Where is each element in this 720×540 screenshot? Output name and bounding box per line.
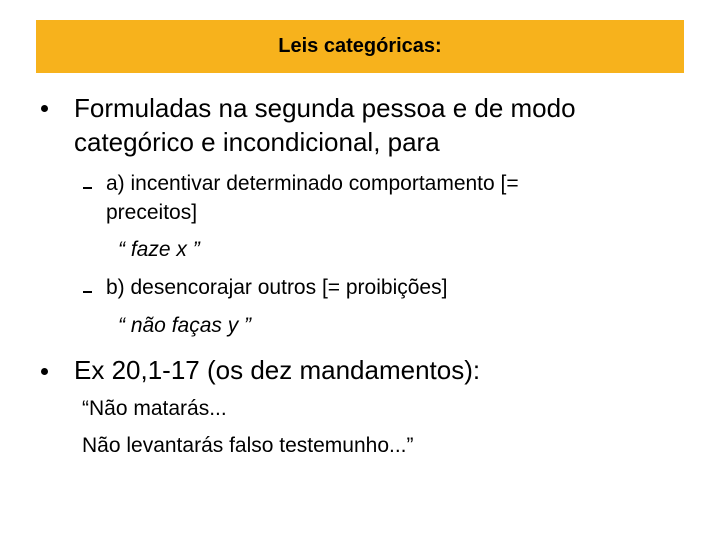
sub-bullet-dash (83, 187, 92, 189)
slide-title: Leis categóricas: (278, 35, 442, 57)
bullet-1-line-1: Formuladas na segunda pessoa e de modo (74, 93, 576, 123)
subitem-a-quote (118, 238, 200, 262)
bullet-2-line-1: Ex 20,1-17 (os dez mandamentos): (74, 355, 481, 385)
subitem-b-line-1: b) desencorajar outros [= proibições] (106, 276, 448, 299)
subitem-a-line-2: preceitos] (106, 201, 198, 224)
subitem-b-quote-text: “ não faças y ” (118, 314, 252, 337)
bullet-2-quote-line-1: “Não matarás... (82, 397, 227, 420)
sub-bullet-dash (83, 291, 92, 293)
bullet-1-line-2: categórico e incondicional, para (74, 127, 440, 157)
bullet-2-quote-line-2: Não levantarás falso testemunho...” (82, 434, 414, 457)
subitem-b-quote (118, 314, 251, 338)
bullet-dot (41, 105, 48, 112)
subitem-a-quote-text: “ faze x ” (118, 238, 200, 261)
subitem-a-line-1: a) incentivar determinado comportamento [= (106, 172, 519, 195)
bullet-dot (41, 368, 48, 375)
title-bar (36, 20, 684, 73)
